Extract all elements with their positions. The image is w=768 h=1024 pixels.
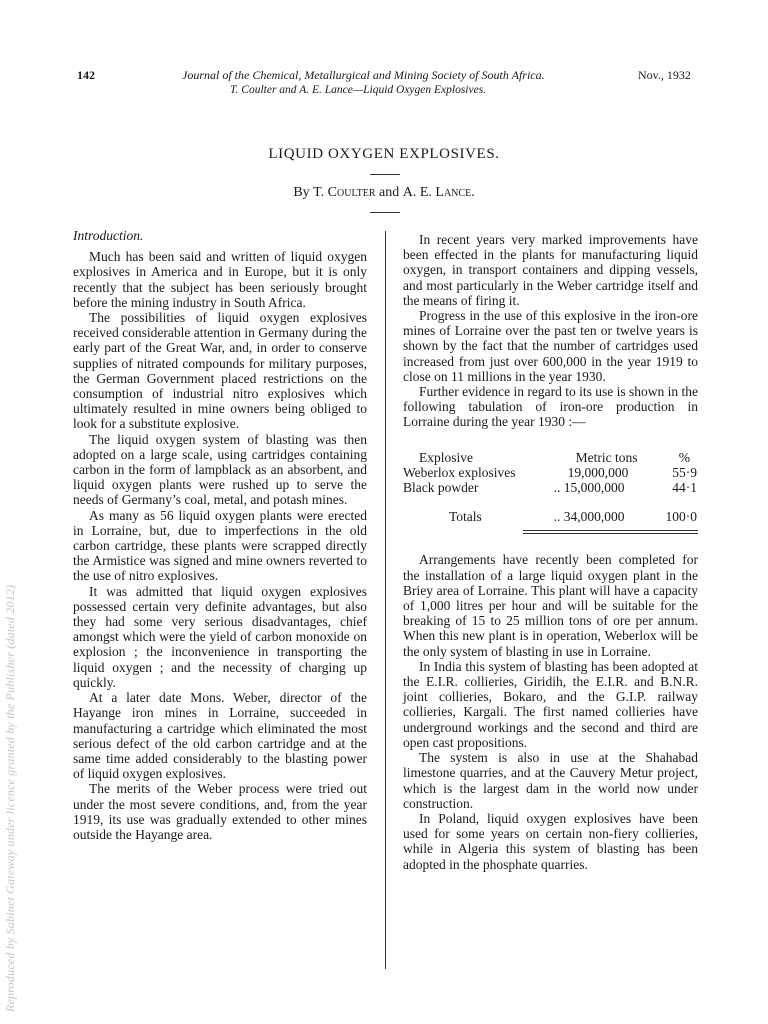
- byline-and: and: [379, 185, 400, 200]
- paragraph: It was admitted that liquid oxygen explosives possessed certain very definite advantages, but also they had some very serious disadvantages, chief amongst which were the yield of carbon monoxide on explosion ; the inconvenience in transporting the liquid oxygen ; and the necessity of charging up quickly.: [73, 583, 367, 690]
- left-column: [73, 228, 367, 842]
- reproduction-notice: Reproduced by Sabinet Gateway under licence granted by the Publisher (dated 2012): [3, 584, 17, 1012]
- production-table: [403, 450, 698, 525]
- table-header-cell: Metric tons: [575, 449, 638, 465]
- section-heading: Introduction.: [73, 228, 144, 243]
- table-cell: 44·1: [672, 480, 697, 496]
- running-authors-line: T. Coulter and A. E. Lance—Liquid Oxygen Explosives.: [230, 84, 487, 96]
- paragraph: Progress in the use of this explosive in the iron-ore mines of Lorraine over the past ten or twelve years is shown by the fact that the number of cartridges used increased from just over 600,000 in the year 1919 to close on 11 millions in the year 1930.: [403, 308, 698, 384]
- paragraph: The possibilities of liquid oxygen explosives received considerable attention in Germany during the early part of the Great War, and, in order to conserve supplies of nitrated compounds for military purposes, the German Government placed restrictions on the consumption of industrial nitro explosives which ultimately resulted in mine owners being obliged to look for a substitute explosive.: [73, 310, 367, 432]
- column-divider: [385, 231, 386, 969]
- paragraph: In Poland, liquid oxygen explosives have been used for some years on certain non-fiery collieries, while in Algeria this system of blasting has been adopted in the phosphate quarries.: [403, 810, 698, 872]
- byline-divider: [370, 212, 400, 213]
- table-cell: Totals: [449, 509, 482, 525]
- paragraph: Arrangements have recently been completed for the installation of a large liquid oxygen plant in the Briey area of Lorraine. This plant will have a capacity of 1,000 litres per hour and will be suitable for the breaking of 15 to 25 million tons of ore per annum. When this new plant is in operation, Weberlox will be the only system of blasting in use in Lorraine.: [403, 552, 698, 659]
- byline-by: By: [293, 185, 310, 200]
- right-column: [403, 232, 698, 872]
- paragraph: The merits of the Weber process were tried out under the most severe conditions, and, from the year 1919, its use was gradually extended to other mines outside the Hayange area.: [73, 781, 367, 842]
- table-cell: Black powder: [403, 480, 479, 496]
- paragraph: The system is also in use at the Shahabad limestone quarries, and at the Cauvery Metur project, which is the largest dam in the world now under construction.: [403, 750, 698, 811]
- table-cell: 55·9: [672, 464, 697, 480]
- table-cell: .. 34,000,000: [553, 509, 625, 525]
- author-coulter: T. Coulter: [313, 185, 376, 200]
- paragraph: In recent years very marked improvements have been effected in the plants for manufacturing liquid oxygen, in transport containers and dipping vessels, and most particularly in the Weber cartridge itself and the means of firing it.: [403, 232, 698, 308]
- table-header-row: [403, 450, 698, 465]
- page-number: 142: [77, 68, 95, 82]
- total-underline: [523, 530, 698, 531]
- paragraph: In India this system of blasting has been adopted at the E.I.R. collieries, Giridih, the E.I.R. and B.N.R. joint collieries, Bokaro, and the G.I.P. railway collieries, Kargali. The first named collieries have underground workings and the second and third are open cast propositions.: [403, 658, 698, 750]
- table-cell: 19,000,000: [567, 464, 629, 480]
- table-header-cell: %: [678, 449, 690, 465]
- table-header-cell: Explosive: [419, 449, 473, 465]
- issue-date: Nov., 1932: [638, 68, 691, 82]
- total-double-underline: [523, 533, 698, 534]
- table-total-row: [403, 495, 698, 524]
- byline: [0, 185, 768, 201]
- table-row: [403, 465, 698, 480]
- paragraph: At a later date Mons. Weber, director of the Hayange iron mines in Lorraine, succeeded in manufacturing a cartridge which eliminated the most serious defect of the old carbon cartridge and at the same time added considerably to the blasting power of liquid oxygen explosives.: [73, 690, 367, 782]
- table-cell: .. 15,000,000: [553, 480, 625, 496]
- table-cell: 100·0: [665, 509, 697, 525]
- article-title: LIQUID OXYGEN EXPLOSIVES.: [268, 146, 500, 162]
- paragraph: Further evidence in regard to its use is shown in the following tabulation of iron-ore production in Lorraine during the year 1930 :—: [403, 384, 698, 430]
- paragraph: As many as 56 liquid oxygen plants were erected in Lorraine, but, due to imperfections in the old carbon cartridge, these plants were scrapped directly the Armistice was signed and mine owners reverted to the use of nitro explosives.: [73, 507, 367, 584]
- table-cell: Weberlox explosives: [403, 464, 516, 480]
- journal-title: Journal of the Chemical, Metallurgical and Mining Society of South Africa.: [182, 68, 545, 82]
- paragraph: Much has been said and written of liquid oxygen explosives in America and in Europe, but it is only recently that the subject has been seriously brought before the mining industry in South Africa.: [73, 249, 367, 310]
- title-divider: [370, 174, 400, 175]
- author-lance: A. E. Lance.: [402, 185, 475, 200]
- paragraph: The liquid oxygen system of blasting was then adopted on a large scale, using cartridges containing carbon in the form of lampblack as an absorbent, and liquid oxygen plants were rushed up to serve the needs of Germany’s coal, metal, and potash mines.: [73, 431, 367, 508]
- table-row: [403, 480, 698, 495]
